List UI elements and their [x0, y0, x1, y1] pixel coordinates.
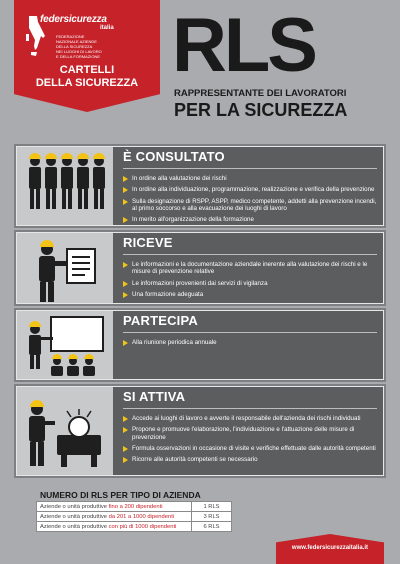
list-item: Propone e promuove l'elaborazione, l'individuazione e l'attuazione delle misure di prevenzione — [123, 426, 377, 441]
worker-machine-icon — [17, 387, 113, 477]
arrow-bullet-icon — [123, 427, 128, 433]
list-item: In ordine alla individuazione, programmazione, realizzazione e verifica della prevenzione — [123, 186, 377, 193]
arrow-bullet-icon — [123, 176, 128, 182]
section-title: È CONSULTATO — [123, 149, 225, 164]
section-partecipa — [16, 310, 384, 380]
list-item: Alla riunione periodica annuale — [123, 339, 377, 346]
list-item: In ordine alla valutazione dei rischi — [123, 175, 377, 182]
table-cell-description: Aziende o unità produttive con più di 1000 dipendenti — [37, 522, 192, 532]
rls-count-table — [36, 501, 232, 532]
table-cell-value: 6 RLS — [192, 522, 232, 532]
arrow-bullet-icon — [123, 446, 128, 452]
section-divider — [123, 332, 377, 333]
arrow-bullet-icon — [123, 187, 128, 193]
section-si-attiva — [16, 386, 384, 476]
section-divider — [123, 254, 377, 255]
section-riceve — [16, 232, 384, 304]
worker-document-icon — [17, 233, 113, 305]
arrow-bullet-icon — [123, 199, 128, 205]
meeting-illustration — [17, 311, 113, 379]
arrow-bullet-icon — [123, 281, 128, 287]
workers-group-icon — [17, 147, 113, 227]
badge-title: CARTELLI DELLA SICUREZZA — [35, 64, 139, 89]
table-row — [37, 502, 232, 512]
section-consultato — [16, 146, 384, 226]
table-row — [37, 522, 232, 532]
table-row — [37, 512, 232, 522]
arrow-bullet-icon — [123, 340, 128, 346]
meeting-presentation-icon — [17, 311, 113, 381]
arrow-bullet-icon — [123, 457, 128, 463]
table-cell-value: 3 RLS — [192, 512, 232, 522]
list-item: Sulla designazione di RSPP, ASPP, medico competente, addetti alla prevenzione incendi, al primo soccorso e alla evacuazione dei luoghi di lavoro — [123, 198, 377, 213]
list-item: Le informazioni provenienti dai servizi di vigilanza — [123, 280, 377, 287]
arrow-bullet-icon — [123, 416, 128, 422]
list-item: Ricorre alle autorità competenti se necessario — [123, 456, 377, 463]
table-title: NUMERO DI RLS PER TIPO DI AZIENDA — [40, 490, 201, 500]
list-item: Una formazione adeguata — [123, 291, 377, 298]
organization-description: FEDERAZIONE NAZIONALE AZIENDE DELLA SICUREZZA NEI LUOGHI DI LAVORO E DELLA FORMAZIONE — [56, 34, 102, 59]
worker-with-machine-illustration — [17, 387, 113, 475]
worker-with-document-illustration — [17, 233, 113, 303]
list-item: Le informazioni e la documentazione aziendale inerente alla valutazione dei rischi e le misure di prevenzione relative — [123, 261, 377, 276]
brand-name: federsicurezza — [40, 14, 107, 25]
arrow-bullet-icon — [123, 262, 128, 268]
table-cell-description: Aziende o unità produttive fino a 200 dipendenti — [37, 502, 192, 512]
arrow-bullet-icon — [123, 217, 128, 223]
table-cell-description: Aziende o unità produttive da 201 a 1000 dipendenti — [37, 512, 192, 522]
section-title: PARTECIPA — [123, 313, 198, 328]
list-item: In merito all'organizzazione della formazione — [123, 216, 377, 223]
table-cell-value: 1 RLS — [192, 502, 232, 512]
list-item: Accede ai luoghi di lavoro e avverte il responsabile dell'azienda dei rischi individuati — [123, 415, 377, 422]
list-item: Formula osservazioni in occasione di visite e verifiche effettuate dalle autorità competenti — [123, 445, 377, 452]
workers-group-illustration — [17, 147, 113, 225]
section-divider — [123, 168, 377, 169]
page-subtitle-line2: PER LA SICUREZZA — [174, 100, 348, 120]
section-divider — [123, 408, 377, 409]
website-link[interactable]: www.federsicurezzaitalia.it — [291, 545, 369, 551]
page-subtitle-line1: RAPPRESENTANTE DEI LAVORATORI — [174, 88, 347, 99]
brand-subname: italia — [100, 25, 114, 31]
section-title: RICEVE — [123, 235, 173, 250]
arrow-bullet-icon — [123, 292, 128, 298]
section-title: SI ATTIVA — [123, 389, 186, 404]
page-title: RLS — [172, 3, 315, 88]
